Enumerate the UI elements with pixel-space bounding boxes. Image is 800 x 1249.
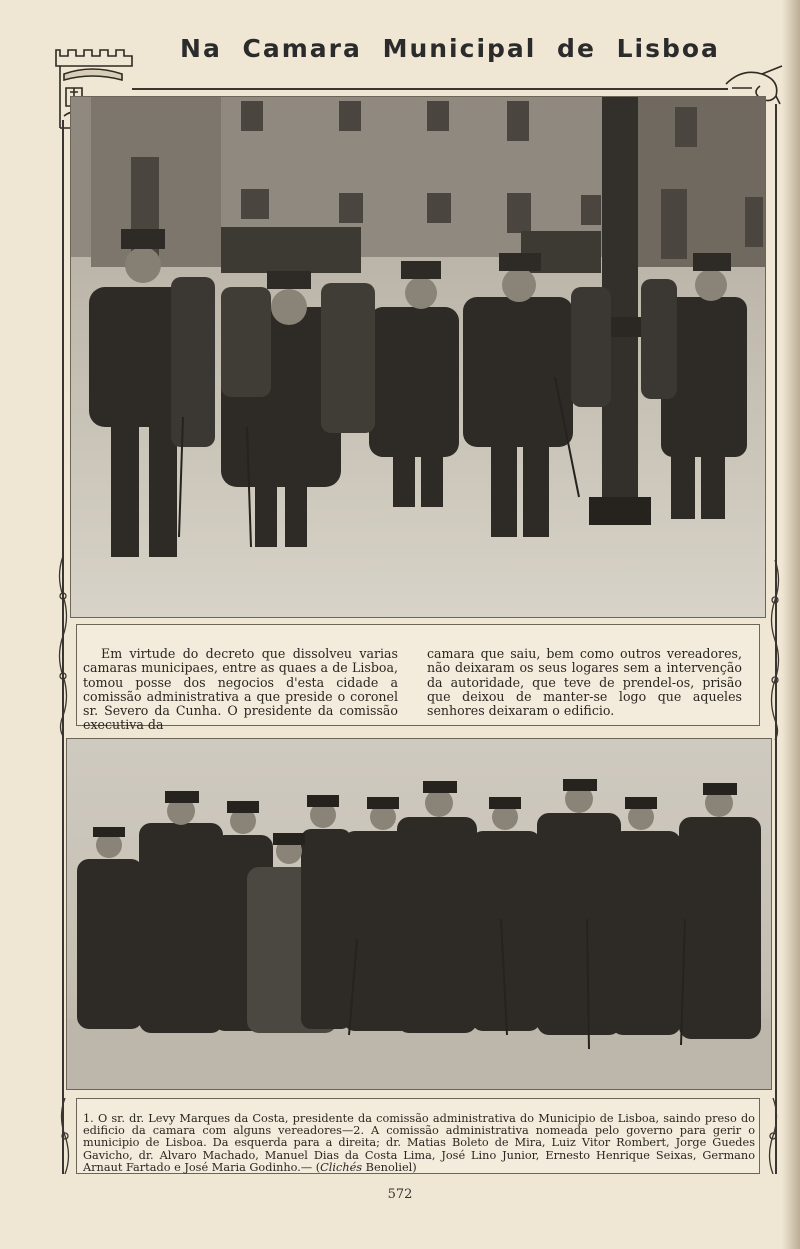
caption-credit-label: Clichés: [320, 1160, 363, 1174]
photo-caption: [83, 1113, 755, 1174]
bottom-right-ornament-icon: [764, 1098, 782, 1174]
caption-box: [76, 1098, 760, 1174]
article-left-column: [83, 647, 398, 733]
right-vine-ornament-icon: [766, 560, 784, 740]
page-number: 572: [387, 1187, 413, 1202]
article-paragraph-1: Em virtude do decreto que dissolveu varias camaras municipaes, entre as quaes a de Lisboa, tomou posse dos negocios d'esta cidade a comissão administrativa a que preside o coronel sr. Severo da Cunha. O presidente da comissão executiva da: [83, 646, 398, 733]
caption-text: 1. O sr. dr. Levy Marques da Costa, presidente da comissão administrativa do Municipio de Lisboa, saindo preso do edificio da camara com alguns vereadores—2. A comissão administrativa nomeada pelo governo para gerir o municipio de Lisboa. Da esquerda para a direita; dr. Matias Boleto de Mira, Luiz Vitor Rombert, Jorge Guedes Gavicho, dr. Alvaro Machado, Manuel Dias da Costa Lima, José Lino Junior, Ernesto Henrique Seixas, Germano Arnaut Fartado e José Maria Godinho.— (: [83, 1112, 755, 1174]
photo-arrest-scene: [70, 96, 766, 618]
article-text-box: [76, 624, 760, 733]
bottom-left-ornament-icon: [56, 1098, 74, 1174]
article-paragraph-2: camara que saiu, bem como outros vereadores, não deixaram os seus logares sem a intervenção da autoridade, que teve de prendel-os, prisão que deixou de manter-se logo que aqueles senhores deixaram o edificio.: [427, 646, 742, 719]
caption-credit-name: Benoliel): [362, 1160, 417, 1174]
page-title: Na Camara Municipal de Lisboa: [180, 34, 720, 63]
page-spine-shadow: [782, 0, 800, 1249]
article-right-column: [427, 647, 742, 718]
photo-commission-group: [66, 738, 772, 1090]
frame-top-line: [132, 88, 728, 90]
